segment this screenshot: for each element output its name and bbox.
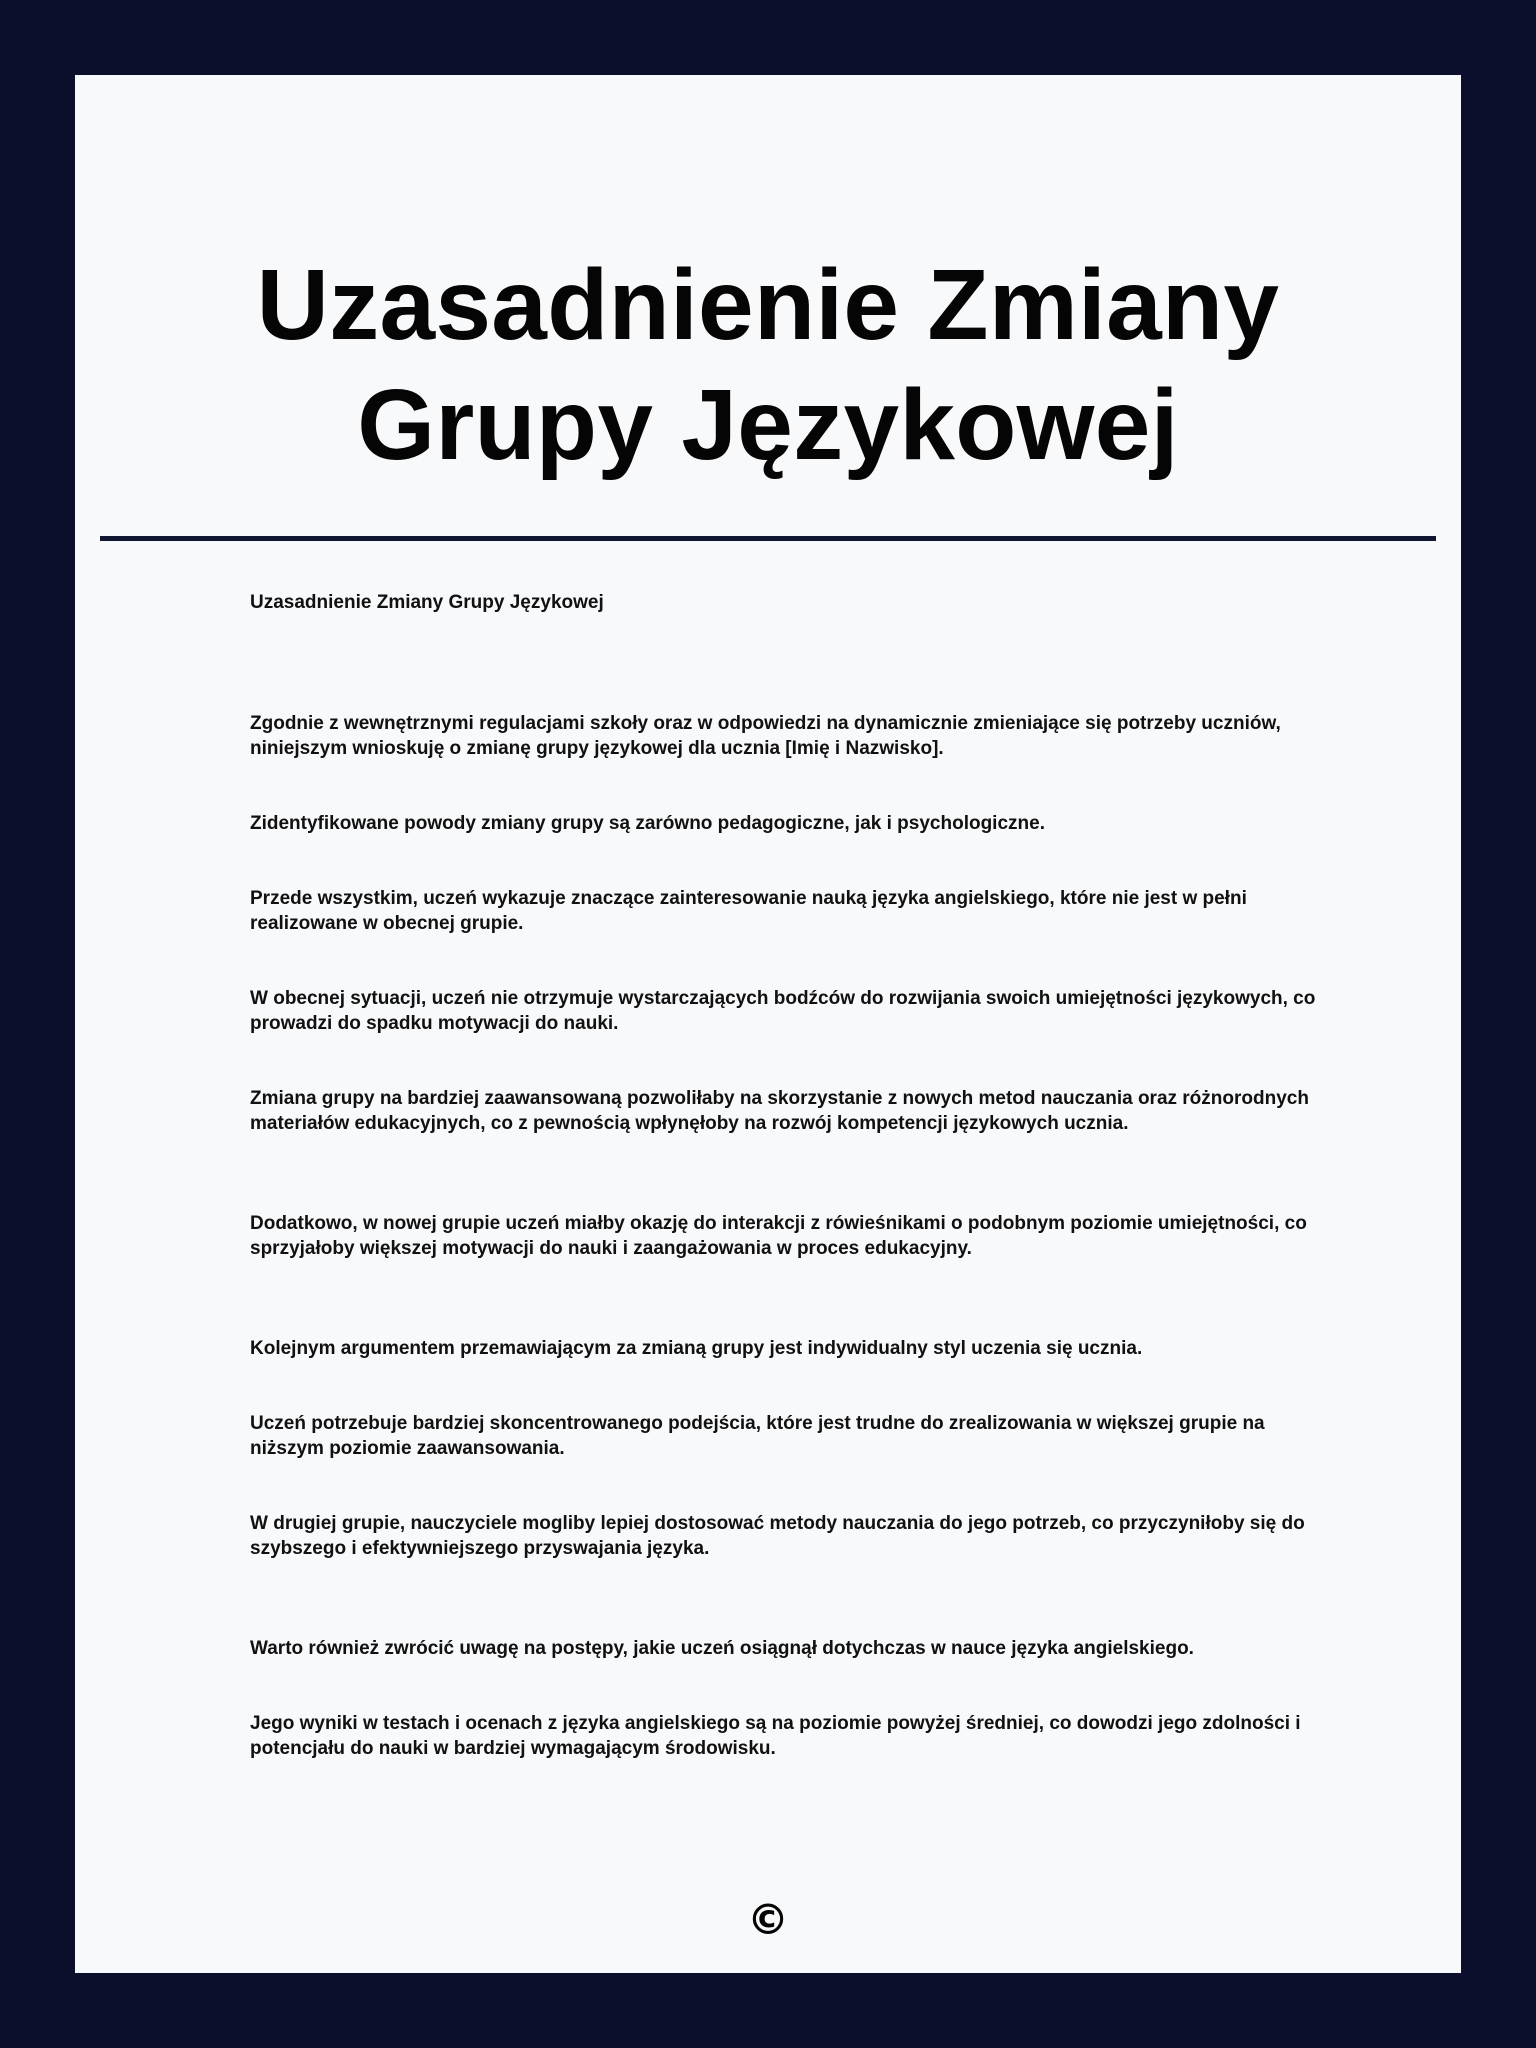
paragraph-8: Uczeń potrzebuje bardziej skoncentrowanego podejścia, które jest trudne do zrealizowania w większej grupie na niższym poziomie zaawansowania.	[250, 1413, 1265, 1459]
paragraph-6: Dodatkowo, w nowej grupie uczeń miałby okazję do interakcji z rówieśnikami o podobnym poziomie umiejętności, co sprzyjałoby większej motywacji do nauki i zaangażowania w proces edukacyjny.	[250, 1213, 1307, 1259]
paragraph-3: Przede wszystkim, uczeń wykazuje znaczące zainteresowanie nauką języka angielskiego, które nie jest w pełni realizowane w obecnej grupie.	[250, 888, 1247, 934]
paragraph-7: Kolejnym argumentem przemawiającym za zmianą grupy jest indywidualny styl uczenia się ucznia.	[250, 1338, 1143, 1359]
paragraph-9: W drugiej grupie, nauczyciele mogliby lepiej dostosować metody nauczania do jego potrzeb, co przyczyniłoby się do szybszego i efektywniejszego przyswajania języka.	[250, 1513, 1305, 1559]
page-title: Uzasadnienie Zmiany Grupy Językowej	[256, 249, 1280, 481]
paragraph-11: Jego wyniki w testach i ocenach z języka angielskiego są na poziomie powyżej średniej, co dowodzi jego zdolności i potencjału do nauki w bardziej wymagającym środowisku.	[250, 1713, 1301, 1759]
paragraph-4: W obecnej sytuacji, uczeń nie otrzymuje wystarczających bodźców do rozwijania swoich umiejętności językowych, co prowadzi do spadku motywacji do nauki.	[250, 988, 1316, 1034]
paragraph-5: Zmiana grupy na bardziej zaawansowaną pozwoliłaby na skorzystanie z nowych metod nauczania oraz różnorodnych materiałów edukacyjnych, co z pewnością wpłynęłoby na rozwój kompetencji językowych ucznia.	[250, 1088, 1309, 1134]
document-page	[75, 75, 1461, 1973]
paragraph-10: Warto również zwrócić uwagę na postępy, jakie uczeń osiągnął dotychczas w nauce języka angielskiego.	[250, 1638, 1194, 1659]
paragraph-1: Zgodnie z wewnętrznymi regulacjami szkoły oraz w odpowiedzi na dynamicznie zmieniające się potrzeby uczniów, niniejszym wnioskuję o zmianę grupy językowej dla ucznia [Imię i Nazwisko].	[250, 713, 1281, 759]
copyright-icon: ©	[747, 1895, 789, 1944]
paragraph-2: Zidentyfikowane powody zmiany grupy są zarówno pedagogiczne, jak i psychologiczne.	[250, 813, 1045, 834]
document-heading: Uzasadnienie Zmiany Grupy Językowej	[250, 592, 604, 613]
title-divider	[100, 536, 1436, 541]
